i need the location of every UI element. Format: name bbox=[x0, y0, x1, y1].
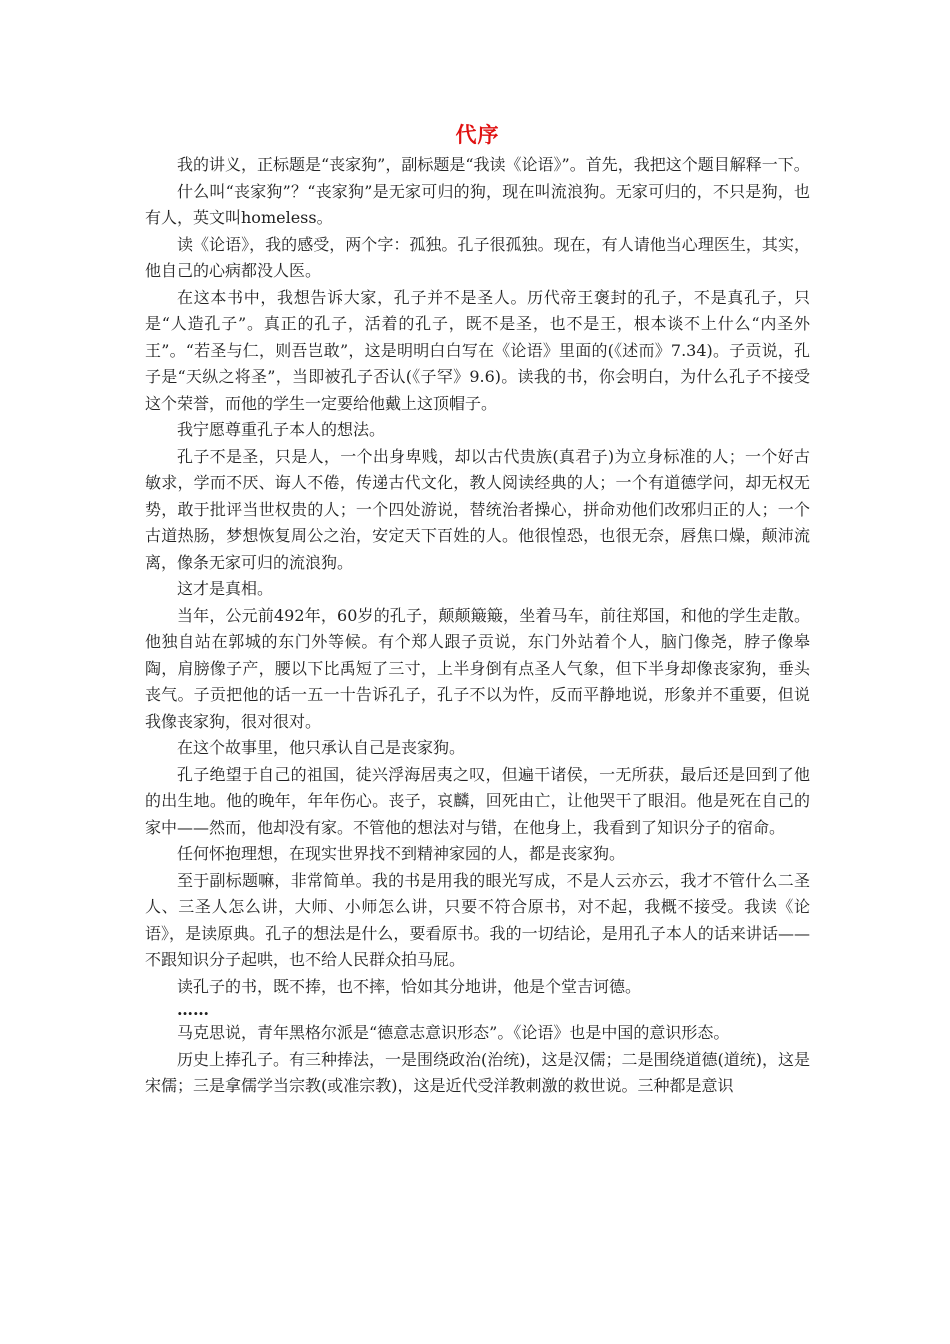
paragraph: 至于副标题嘛，非常简单。我的书是用我的眼光写成，不是人云亦云，我才不管什么二圣人、三圣人怎么讲，大师、小师怎么讲，只要不符合原书，对不起，我概不接受。我读《论语》，是读原典。孔子的想法是什么，要看原书。我的一切结论，是用孔子本人的话来讲话——不跟知识分子起哄，也不给人民群众拍马屁。 bbox=[145, 870, 810, 969]
paragraph: 这才是真相。 bbox=[177, 579, 274, 598]
paragraph: 在这个故事里，他只承认自己是丧家狗。 bbox=[177, 738, 466, 757]
document-title: 代序 bbox=[455, 123, 500, 147]
ellipsis-separator: …… bbox=[177, 1000, 209, 1019]
paragraph: 孔子绝望于自己的祖国，徒兴浮海居夷之叹，但遍干诸侯，一无所获，最后还是回到了他的出生地。他的晚年，年年伤心。丧子，哀麟，回死由亡，让他哭干了眼泪。他是死在自己的家中——然而，他却没有家。不管他的想法对与错，在他身上，我看到了知识分子的宿命。 bbox=[145, 764, 810, 837]
paragraph: 马克思说，青年黑格尔派是“德意志意识形态”。《论语》也是中国的意识形态。 bbox=[177, 1023, 730, 1042]
paragraph: 在这本书中，我想告诉大家，孔子并不是圣人。历代帝王褒封的孔子，不是真孔子，只是“人造孔子”。真正的孔子，活着的孔子，既不是圣，也不是王，根本谈不上什么“内圣外王”。“若圣与仁，则吾岂敢”，这是明明白白写在《论语》里面的(《述而》7.34)。子贡说，孔子是“天纵之将圣”，当即被孔子否认(《子罕》9.6)。读我的书，你会明白，为什么孔子不接受这个荣誉，而他的学生一定要给他戴上这顶帽子。 bbox=[145, 287, 810, 413]
paragraph: 任何怀抱理想，在现实世界找不到精神家园的人，都是丧家狗。 bbox=[177, 844, 626, 863]
paragraph: 什么叫“丧家狗”？“丧家狗”是无家可归的狗，现在叫流浪狗。无家可归的，不只是狗，也有人，英文叫homeless。 bbox=[145, 181, 810, 227]
paragraph: 我宁愿尊重孔子本人的想法。 bbox=[177, 420, 386, 439]
paragraph: 当年，公元前492年，60岁的孔子，颠颠簸簸，坐着马车，前往郑国，和他的学生走散。他独自站在郭城的东门外等候。有个郑人跟子贡说，东门外站着个人，脑门像尧，脖子像皋陶，肩膀像子产，腰以下比禹短了三寸，上半身倒有点圣人气象，但下半身却像丧家狗，垂头丧气。子贡把他的话一五一十告诉孔子，孔子不以为忤，反而平静地说，形象并不重要，但说我像丧家狗，很对很对。 bbox=[145, 605, 810, 731]
paragraph: 我的讲义，正标题是“丧家狗”，副标题是“我读《论语》”。首先，我把这个题目解释一下。 bbox=[177, 155, 810, 174]
paragraph: 历史上捧孔子。有三种捧法，一是围绕政治(治统)，这是汉儒；二是围绕道德(道统)，这是宋儒；三是拿儒学当宗教(或准宗教)，这是近代受洋教刺激的救世说。三种都是意识 bbox=[145, 1049, 810, 1095]
paragraph: 孔子不是圣，只是人，一个出身卑贱，却以古代贵族(真君子)为立身标准的人；一个好古敏求，学而不厌、诲人不倦，传递古代文化，教人阅读经典的人；一个有道德学问，却无权无势，敢于批评当世权贵的人；一个四处游说，替统治者操心，拼命劝他们改邪归正的人；一个古道热肠，梦想恢复周公之治，安定天下百姓的人。他很惶恐，也很无奈，唇焦口燥，颠沛流离，像条无家可归的流浪狗。 bbox=[145, 446, 810, 572]
document-body bbox=[145, 152, 810, 1100]
paragraph: 读孔子的书，既不捧，也不摔，恰如其分地讲，他是个堂吉诃德。 bbox=[177, 976, 642, 996]
document-page bbox=[145, 118, 810, 1100]
paragraph: 读《论语》，我的感受，两个字：孤独。孔子很孤独。现在，有人请他当心理医生，其实，他自己的心病都没人医。 bbox=[145, 234, 810, 280]
